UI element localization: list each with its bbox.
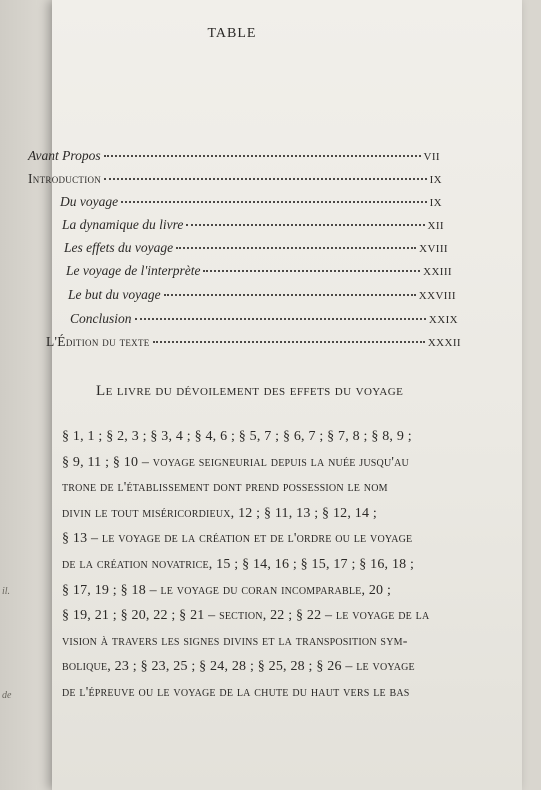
toc-leader-dots xyxy=(176,247,416,249)
toc-entry-page: XXVIII xyxy=(418,290,456,302)
section-line: § 17, 19 ; § 18 – le voyage du coran incomparable, 20 ; xyxy=(62,582,392,598)
toc-leader-dots xyxy=(121,201,426,203)
toc-entry xyxy=(46,334,461,350)
toc-entry-page: XXXII xyxy=(427,337,461,349)
toc-entry-page: IX xyxy=(429,197,442,209)
section-line: § 1, 1 ; § 2, 3 ; § 3, 4 ; § 4, 6 ; § 5, 7 ; § 6, 7 ; § 7, 8 ; § 8, 9 ; xyxy=(62,429,412,444)
toc-leader-dots xyxy=(104,178,426,180)
toc-entry-label: Conclusion xyxy=(70,311,132,326)
toc-entry xyxy=(60,194,442,210)
book-page xyxy=(28,0,522,790)
section-line: bolique, 23 ; § 23, 25 ; § 24, 28 ; § 25, 28 ; § 26 – le voyage xyxy=(62,659,415,675)
toc-entry-label: Introduction xyxy=(28,171,102,186)
toc-entry-page: XII xyxy=(427,220,444,232)
toc-leader-dots xyxy=(135,318,426,320)
toc-entry xyxy=(28,171,442,187)
section-line: de l'épreuve ou le voyage de la chute du haut vers le bas xyxy=(62,684,410,700)
toc-entry-page: XXIII xyxy=(423,266,452,278)
toc-entry xyxy=(62,217,444,233)
toc-entry-page: IX xyxy=(429,174,442,186)
toc-entry-page: XVIII xyxy=(419,243,448,255)
section-heading: Le livre du dévoilement des effets du voyage xyxy=(96,383,404,399)
toc-leader-dots xyxy=(186,224,424,226)
section-line: trone de l'établissement dont prend possession le nom xyxy=(62,480,388,496)
toc-entry-label: Du voyage xyxy=(60,194,119,209)
toc-entry-label: Le but du voyage xyxy=(68,287,161,302)
toc-entry-page: VII xyxy=(423,151,440,163)
toc-entry xyxy=(28,148,440,164)
toc-entry-label: Le voyage de l'interprète xyxy=(66,263,201,278)
toc-entry-label: L'Édition du texte xyxy=(46,334,150,349)
section-contents xyxy=(62,424,492,706)
left-page-mark: il. xyxy=(2,586,11,597)
section-line: vision à travers les signes divins et la transposition sym- xyxy=(62,633,408,649)
toc-leader-dots xyxy=(153,341,425,343)
toc-leader-dots xyxy=(164,294,416,296)
toc-entry-label: Avant Propos xyxy=(28,148,101,163)
section-line: divin le tout miséricordieux, 12 ; § 11, 13 ; § 12, 14 ; xyxy=(62,505,377,521)
section-line: § 9, 11 ; § 10 – voyage seigneurial depuis la nuée jusqu'au xyxy=(62,454,409,470)
toc-entry xyxy=(70,311,458,327)
toc-entry-label: Les effets du voyage xyxy=(64,240,174,255)
section-line: § 19, 21 ; § 20, 22 ; § 21 – section, 22 ; § 22 – le voyage de la xyxy=(62,608,430,624)
toc-entry-page: XXIX xyxy=(428,314,458,326)
section-line: de la création novatrice, 15 ; § 14, 16 ; § 15, 17 ; § 16, 18 ; xyxy=(62,556,415,572)
left-page-mark: de xyxy=(2,690,12,701)
toc-leader-dots xyxy=(104,155,421,157)
toc-entry-label: La dynamique du livre xyxy=(62,217,184,232)
section-line: § 13 – le voyage de la création et de l'ordre ou le voyage xyxy=(62,531,413,547)
page-title: TABLE xyxy=(207,26,257,41)
toc-entry xyxy=(64,240,448,256)
toc-entry xyxy=(68,287,456,303)
toc-entry xyxy=(66,263,452,279)
toc-leader-dots xyxy=(203,270,420,272)
